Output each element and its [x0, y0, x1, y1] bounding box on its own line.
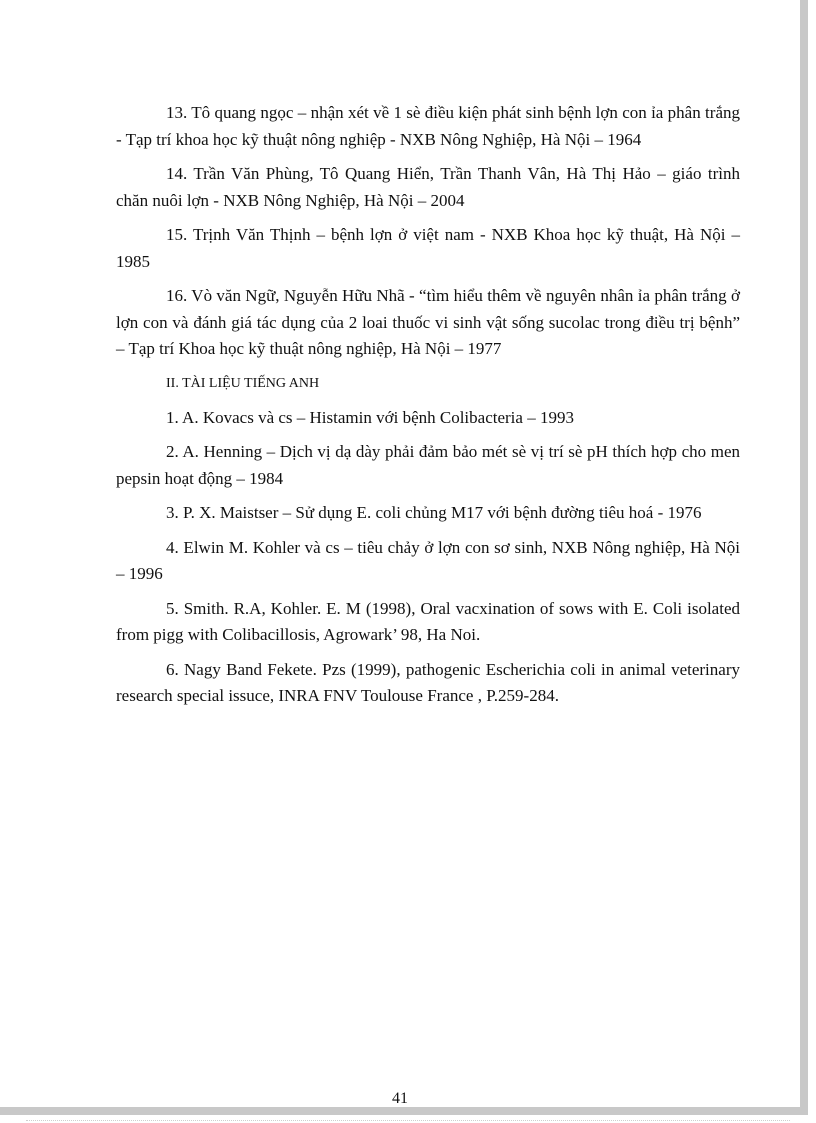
section-heading-english: II. TÀI LIỆU TIẾNG ANH: [166, 375, 320, 391]
reference-item: 4. Elwin M. Kohler và cs – tiêu chảy ở lợn con sơ sinh, NXB Nông nghiệp, Hà Nội – 1996: [116, 537, 740, 583]
page-number: 41: [392, 1090, 408, 1107]
footer-divider: [26, 1120, 790, 1121]
reference-item: 1. A. Kovacs và cs – Histamin với bệnh Colibacteria – 1993: [166, 407, 574, 427]
reference-item: 16. Vò văn Ngữ, Nguyễn Hữu Nhã - “tìm hiểu thêm về nguyên nhân ỉa phân trắng ở lợn con và đánh giá tác dụng của 2 loai thuốc vi sinh vật sống sucolac trong điều trị bệnh” – Tạp trí Khoa học kỹ thuật nông nghiệp, Hà Nội – 1977: [116, 286, 740, 358]
reference-item: 3. P. X. Maistser – Sử dụng E. coli chủng M17 với bệnh đường tiêu hoá - 1976: [166, 503, 702, 522]
reference-item: 5. Smith. R.A, Kohler. E. M (1998), Oral vacxination of sows with E. Coli isolated from pigg with Colibacillosis, Agrowark’ 98, Ha Noi.: [116, 598, 740, 644]
reference-item: 6. Nagy Band Fekete. Pzs (1999), pathogenic Escherichia coli in animal veterinary research special issuce, INRA FNV Toulouse France , P.259-284.: [116, 659, 740, 705]
reference-item: 13. Tô quang ngọc – nhận xét về 1 sè điều kiện phát sinh bệnh lợn con ỉa phân trắng - Tạp trí khoa học kỹ thuật nông nghiệp - NXB Nông Nghiệp, Hà Nội – 1964: [116, 103, 740, 149]
reference-item: 15. Trịnh Văn Thịnh – bệnh lợn ở việt nam - NXB Khoa học kỹ thuật, Hà Nội – 1985: [116, 225, 740, 271]
reference-list: [116, 100, 740, 718]
reference-item: 2. A. Henning – Dịch vị dạ dày phải đảm bảo mét sè vị trí sè pH thích hợp cho men pepsin hoạt động – 1984: [116, 442, 740, 488]
reference-item: 14. Trần Văn Phùng, Tô Quang Hiển, Trần Thanh Vân, Hà Thị Hảo – giáo trình chăn nuôi lợn - NXB Nông Nghiệp, Hà Nội – 2004: [116, 164, 740, 210]
